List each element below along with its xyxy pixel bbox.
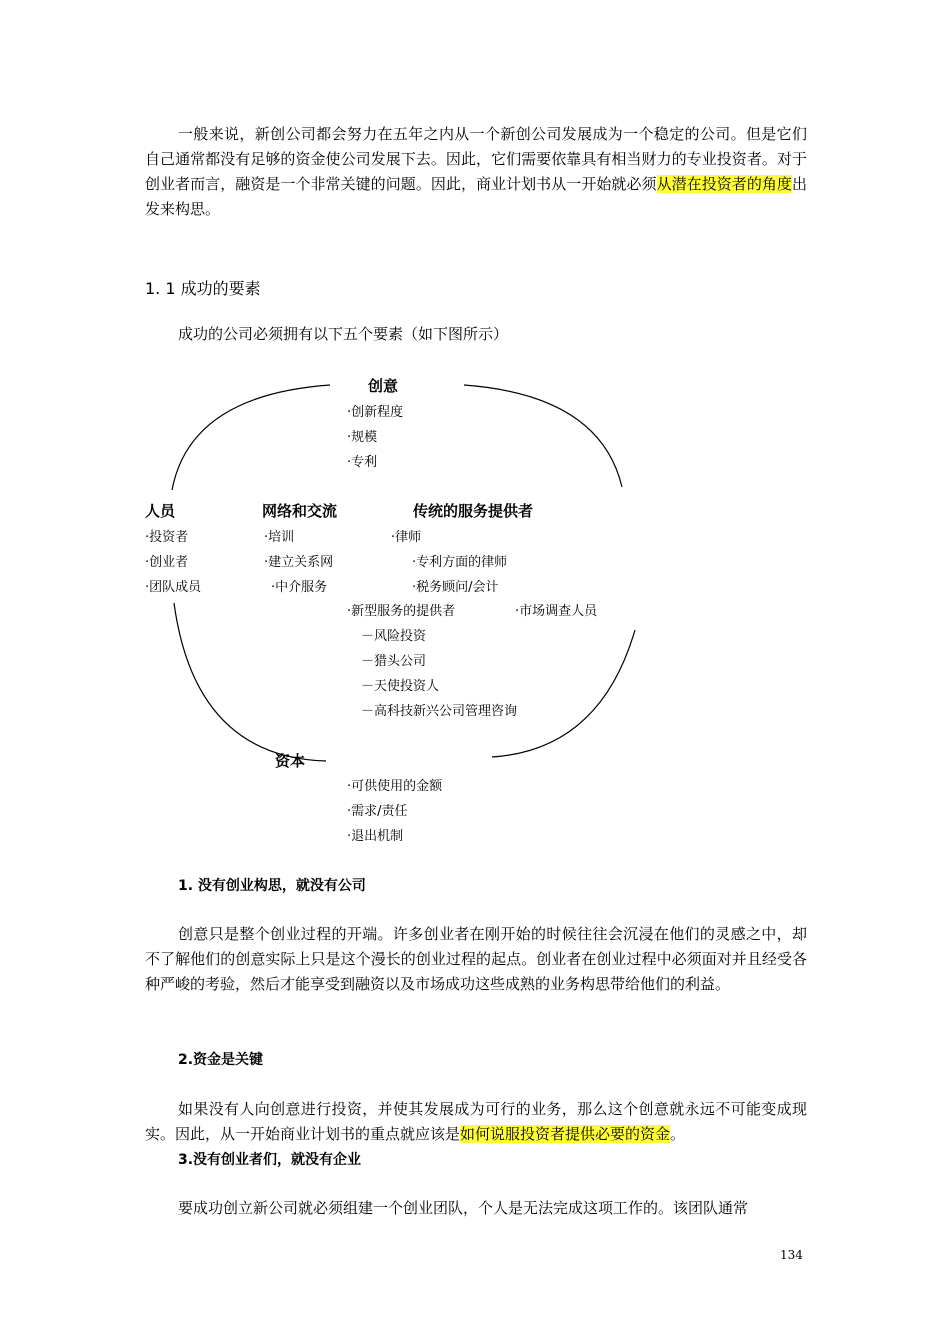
idea-item: ·专利	[347, 455, 378, 470]
point1-paragraph: 创意只是整个创业过程的开端。许多创业者在刚开始的时候往往会沉浸在他们的灵感之中，却不了解他们的创意实际上只是这个漫长的创业过程的起点。创业者在创业过程中必须面对并且经受各种严峻的考验，然后才能享受到融资以及市场成功这些成熟的业务构思带给他们的利益。	[145, 925, 807, 993]
point3-paragraph: 要成功创立新公司就必须组建一个创业团队，个人是无法完成这项工作的。该团队通常	[178, 1199, 749, 1217]
intro-paragraph	[145, 122, 807, 222]
point2-text-end: 。	[670, 1125, 686, 1143]
capital-item: ·退出机制	[347, 829, 404, 844]
intro-text: 一般来说，新创公司都会努力在五年之内从一个新创公司发展成为一个稳定的公司。但是它们自己通常都没有足够的资金使公司发展下去。因此，它们需要依靠具有相当财力的专业投资者。对于创业者而言，融资是一个非常关键的问题。因此，商业计划书从一开始就必须	[145, 125, 807, 193]
new-providers-item: －猎头公司	[361, 654, 427, 669]
new-providers-item: －天使投资人	[361, 679, 440, 694]
network-title: 网络和交流	[262, 502, 338, 520]
point1-heading: 1. 没有创业构思，就没有公司	[178, 878, 366, 894]
intro-highlight: 从潜在投资者的角度	[656, 175, 792, 193]
network-item: ·中介服务	[271, 580, 328, 595]
idea-title: 创意	[368, 377, 399, 395]
network-item: ·建立关系网	[264, 555, 334, 570]
new-providers-item: －高科技新兴公司管理咨询	[361, 704, 518, 719]
providers-tax: ·税务顾问/会计	[412, 580, 499, 595]
point2-text: 如果没有人向创意进行投资，并使其发展成为可行的业务，那么这个创意就永远不可能变成现实。因此，从一开始商业计划书的重点就应该是	[145, 1100, 807, 1143]
capital-item: ·可供使用的金额	[347, 779, 443, 794]
point2-heading: 2.资金是关键	[178, 1052, 264, 1068]
arc-top-right	[464, 385, 622, 487]
people-item: ·投资者	[145, 530, 189, 545]
providers-title: 传统的服务提供者	[413, 502, 534, 520]
arc-bottom-right	[492, 630, 635, 757]
idea-item: ·规模	[347, 430, 378, 445]
section-title: 1. 1 成功的要素	[145, 279, 261, 298]
people-title: 人员	[145, 502, 176, 520]
capital-item: ·需求/责任	[347, 804, 408, 819]
arc-bottom-left	[174, 603, 326, 761]
point3-heading: 3.没有创业者们，就没有企业	[178, 1152, 362, 1168]
page-number: 134	[780, 1248, 803, 1262]
providers-patent-lawyer: ·专利方面的律师	[412, 555, 508, 570]
people-item: ·创业者	[145, 555, 189, 570]
providers-market-research: ·市场调查人员	[515, 604, 598, 619]
point2-paragraph	[145, 1097, 807, 1147]
idea-item: ·创新程度	[347, 405, 404, 420]
capital-title: 资本	[275, 752, 306, 770]
arc-top-left	[172, 385, 330, 490]
new-providers-item: －风险投资	[361, 629, 427, 644]
section-lead: 成功的公司必须拥有以下五个要素（如下图所示）	[178, 325, 509, 343]
network-item: ·培训	[264, 530, 295, 545]
intro-text-end: 出发来构思。	[145, 175, 807, 218]
providers-lawyer: ·律师	[391, 530, 422, 545]
people-item: ·团队成员	[145, 580, 202, 595]
new-providers-title: ·新型服务的提供者	[347, 604, 456, 619]
point2-highlight: 如何说服投资者提供必要的资金	[460, 1125, 671, 1143]
